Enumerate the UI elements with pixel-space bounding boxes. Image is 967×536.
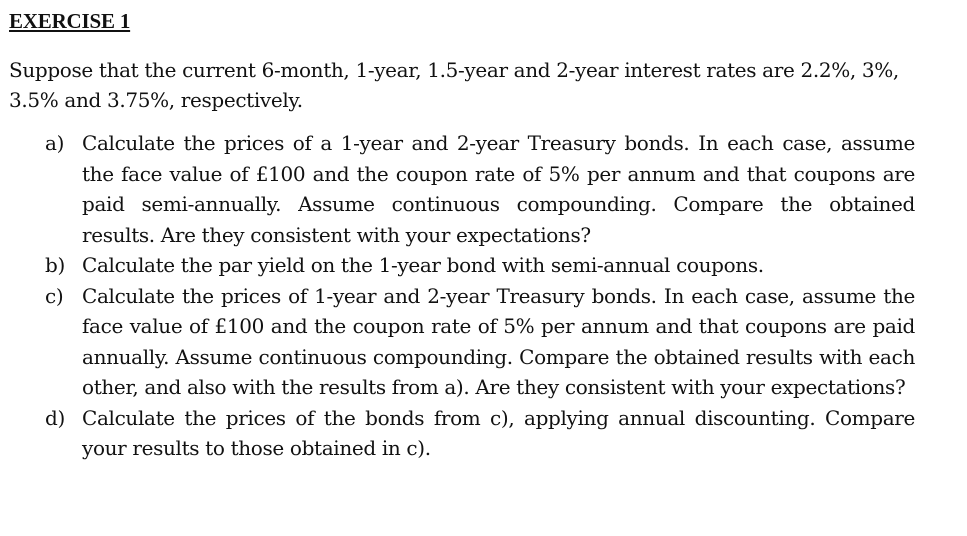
question-list (45, 128, 915, 464)
question-text: Calculate the prices of a 1-year and 2-year Treasury bonds. In each case, assume the face value of £100 and the coupon rate of 5% per annum and that coupons are paid semi-annually. Assume continuous compounding. Compare the obtained results. Are they consistent with your expectations? (82, 131, 915, 247)
question-item-c (45, 281, 915, 403)
question-item-b (45, 250, 915, 281)
question-marker: d) (45, 405, 65, 430)
exercise-title: EXERCISE 1 (9, 9, 131, 33)
question-text: Calculate the prices of the bonds from c), applying annual discounting. Compare your results to those obtained in c). (82, 405, 915, 460)
question-marker: b) (45, 253, 65, 277)
question-marker: a) (45, 131, 65, 155)
question-item-d (45, 403, 915, 464)
question-item-a (45, 128, 915, 250)
exercise-intro: Suppose that the current 6-month, 1-year, 1.5-year and 2-year interest rates are 2.2%, 3%, 3.5% and 3.75%, respectively. (9, 58, 899, 112)
question-marker: c) (45, 283, 64, 308)
question-text: Calculate the par yield on the 1-year bond with semi-annual coupons. (82, 253, 764, 277)
question-text: Calculate the prices of 1-year and 2-year Treasury bonds. In each case, assume the face value of £100 and the coupon rate of 5% per annum and that coupons are paid annually. Assume continuous compounding. Compare the obtained results with each other, and also with the results from a). Are they consistent with your expectations? (82, 283, 915, 399)
